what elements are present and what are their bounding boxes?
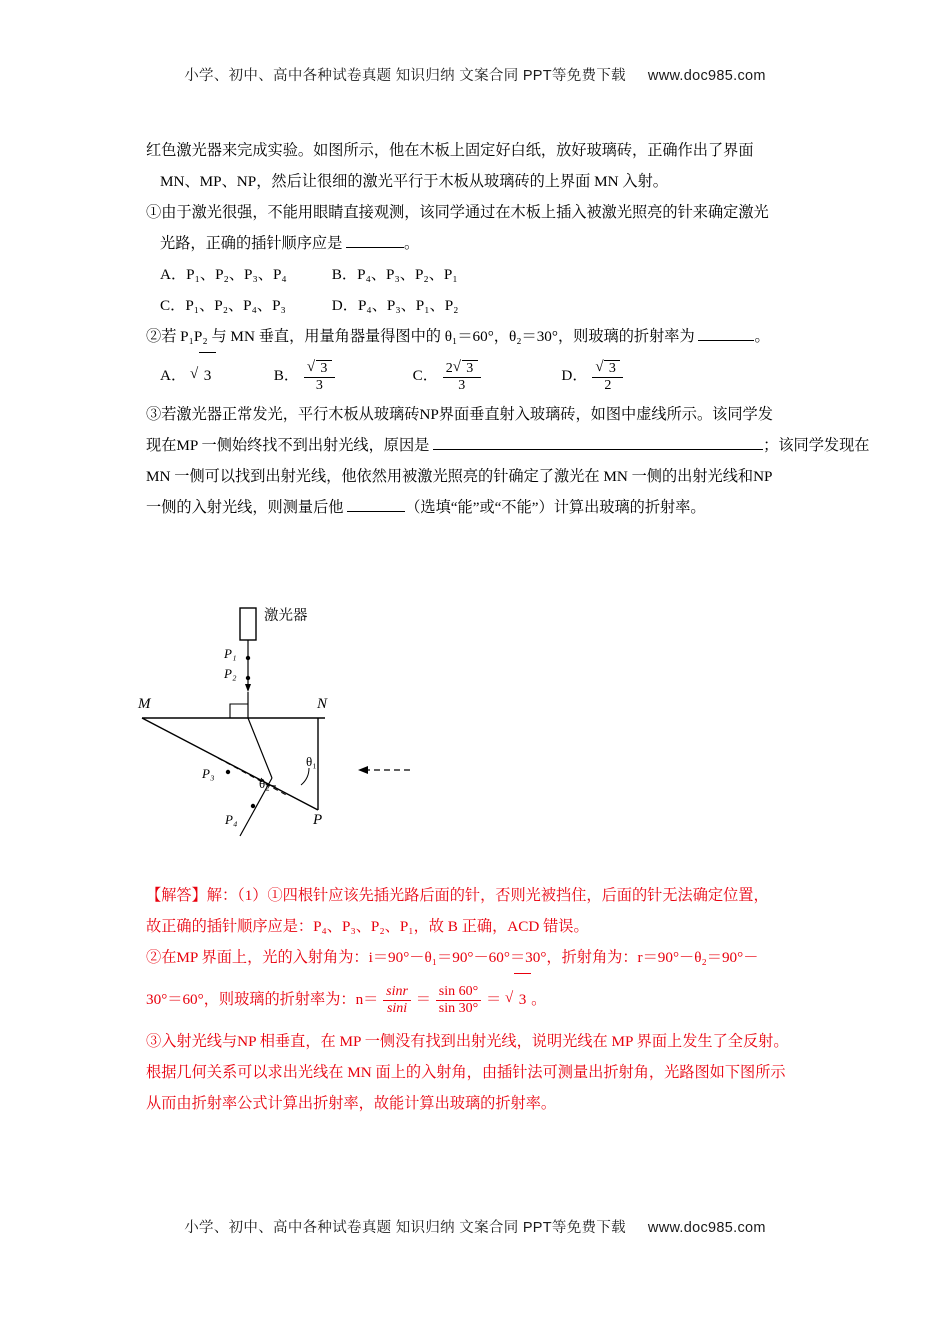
answer-eq-1: ＝ xyxy=(415,991,431,1008)
q2-option-d xyxy=(561,353,624,399)
q2-option-a xyxy=(160,352,270,399)
label-P4: P₄ xyxy=(225,812,238,827)
theta1-arc xyxy=(301,768,309,785)
q1-option-c xyxy=(160,290,328,321)
q2-text-a: ②若 P₁P₂ 与 MN 垂直，用量角器量得图中的 θ₁＝60°，θ₂＝30°，则玻璃的折射率为 xyxy=(146,328,695,345)
answer-line-3: ②在MP 界面上，光的入射角为：i＝90°－θ₁＝90°－60°＝30°，折射角为：r＝90°－θ₂＝90°－ xyxy=(146,949,759,966)
q2-option-a-tag: A． xyxy=(160,367,187,384)
q1-option-b xyxy=(332,259,458,290)
q2-option-d-tag: D． xyxy=(561,367,588,384)
label-P1: P₁ xyxy=(224,646,237,661)
footer-text: 小学、初中、高中各种试卷真题 知识归纳 文案合同 PPT等免费下载 xyxy=(184,1220,626,1236)
q2-option-c-value: $\frac{2√ 3}{3}$ xyxy=(443,360,481,393)
q3-answer-blank-2 xyxy=(347,511,405,512)
q3-line-2-b: ；该同学发现在 xyxy=(763,437,870,454)
q3-line-4-a: 一侧的入射光线，则测量后他 xyxy=(146,499,344,516)
question-content xyxy=(146,135,870,523)
q1-option-c-text: P₁、P₂、P₄、P₃ xyxy=(185,297,286,314)
q2-option-d-value: √ $\frac{3}{2}$ xyxy=(592,360,623,393)
pin-p3-dot xyxy=(226,770,230,774)
page-footer xyxy=(0,1216,950,1237)
answer-frac-deg xyxy=(436,984,481,1016)
label-theta2: θ₂ xyxy=(259,776,270,791)
header-url: www.doc985.com xyxy=(647,68,766,84)
answer-line-6: 根据几何关系可以求出光线在 MN 面上的入射角，由插针法可测量出折射角，光路图如下图所示 xyxy=(146,1064,786,1081)
label-N: N xyxy=(317,696,328,712)
answer-line-5: ③入射光线与NP 相垂直，在 MP 一侧没有找到出射光线，说明光线在 MP 界面上发生了全反射。 xyxy=(146,1033,789,1050)
q2-option-b-tag: B． xyxy=(273,367,300,384)
answer-line-4-post: 。 xyxy=(531,991,547,1008)
answer-line-7: 从而由折射率公式计算出折射率，故能计算出玻璃的折射率。 xyxy=(146,1095,557,1112)
q2-options-row xyxy=(146,352,836,399)
label-M: M xyxy=(138,696,151,712)
q1-line-2-b: 。 xyxy=(404,235,420,252)
q2-line xyxy=(146,321,836,352)
page-header xyxy=(0,64,950,85)
pin-p4-dot xyxy=(251,804,255,808)
refracted-ray xyxy=(248,718,272,778)
q3-line-2 xyxy=(146,430,870,461)
label-P2: P₂ xyxy=(224,666,237,681)
answer-frac-sin-num: sinr xyxy=(386,984,408,1000)
q2-text-b: 。 xyxy=(754,328,770,345)
q1-option-d-tag: D． xyxy=(331,297,358,314)
q1-line-2-a: 光路，正确的插针顺序应是 xyxy=(160,235,343,252)
answer-frac-sin xyxy=(383,984,411,1016)
answer-frac-deg-den: sin 30° xyxy=(436,1000,481,1017)
right-angle-mark xyxy=(230,704,248,718)
q3-line-4-b: （选填“能”或“不能”）计算出玻璃的折射率。 xyxy=(405,499,706,516)
q3-line-2-a: 现在MP 一侧始终找不到出射光线，原因是 xyxy=(146,437,430,454)
laser-label: 激光器 xyxy=(264,608,308,624)
header-text: 小学、初中、高中各种试卷真题 知识归纳 文案合同 PPT等免费下载 xyxy=(184,68,626,84)
label-P: P xyxy=(313,812,323,828)
q1-option-b-tag: B． xyxy=(331,266,358,283)
q1-option-b-text: P₄、P₃、P₂、P₁ xyxy=(357,266,458,283)
answer-block xyxy=(146,880,846,1119)
intro-line-1: 红色激光器来完成实验。如图所示，他在木板上固定好白纸，放好玻璃砖，正确作出了界面 xyxy=(146,142,754,159)
q2-option-b xyxy=(274,353,409,399)
q2-option-c-tag: C． xyxy=(412,367,438,384)
answer-root3: √ 3 xyxy=(505,973,531,1026)
label-theta1: θ₁ xyxy=(306,754,317,769)
q1-line-2 xyxy=(146,228,836,259)
q3-line-3: MN 一侧可以找到出射光线，他依然用被激光照亮的针确定了激光在 MN 一侧的出射光线和NP xyxy=(146,468,773,485)
q2-option-c xyxy=(413,353,558,399)
laser-box-icon xyxy=(240,608,256,640)
answer-eq-2: ＝ xyxy=(485,991,502,1008)
answer-line-4-pre: 30°＝60°，则玻璃的折射率为：n＝ xyxy=(146,991,379,1008)
q1-answer-blank xyxy=(346,247,404,248)
q1-line-1: ①由于激光很强，不能用眼睛直接观测，该同学通过在木板上插入被激光照亮的针来确定激光 xyxy=(146,204,769,221)
answer-line-4 xyxy=(146,973,846,1026)
label-P3: P₃ xyxy=(202,766,215,781)
footer-url: www.doc985.com xyxy=(647,1220,766,1236)
q3-line-4 xyxy=(146,492,836,523)
answer-line-2: 故正确的插针顺序应是：P₄、P₃、P₂、P₁，故 B 正确，ACD 错误。 xyxy=(146,918,589,935)
pin-p1-dot xyxy=(246,656,250,660)
normal-dashed xyxy=(218,758,288,796)
q1-option-d xyxy=(332,290,459,321)
intro-line-2: MN、MP、NP，然后让很细的激光平行于木板从玻璃砖的上界面 MN 入射。 xyxy=(160,173,668,190)
q1-options-row-2 xyxy=(146,290,836,321)
optics-figure xyxy=(120,600,590,860)
figure-svg xyxy=(120,600,590,860)
q3-answer-blank-1 xyxy=(433,449,763,450)
q1-option-d-text: P₄、P₃、P₁、P₂ xyxy=(357,297,459,314)
pin-p2-dot xyxy=(246,676,250,680)
q2-option-b-value: √ $\frac{3}{3}$ xyxy=(304,360,335,393)
answer-frac-deg-num: sin 60° xyxy=(438,984,479,1000)
q1-options-row-1 xyxy=(146,259,836,290)
answer-frac-sin-den: sini xyxy=(383,1000,411,1017)
q2-answer-blank xyxy=(698,340,754,341)
q2-option-a-value: √ 3 xyxy=(190,352,216,399)
q1-option-c-tag: C． xyxy=(160,297,186,314)
answer-line-1: 【解答】解：（1）①四根针应该先插光路后面的针，否则光被挡住，后面的针无法确定位置， xyxy=(146,887,769,904)
q1-option-a xyxy=(160,259,328,290)
q1-option-a-tag: A． xyxy=(160,266,187,283)
q3-line-1: ③若激光器正常发光，平行木板从玻璃砖NP界面垂直射入玻璃砖，如图中虚线所示。该同学发 xyxy=(146,406,773,423)
q1-option-a-text: P₁、P₂、P₃、P₄ xyxy=(186,266,287,283)
